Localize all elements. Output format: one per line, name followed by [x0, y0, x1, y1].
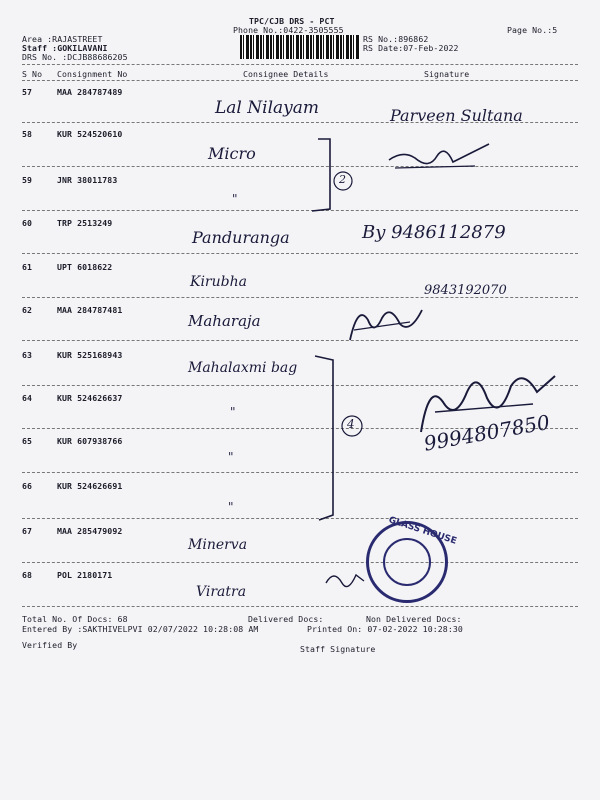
row-signature-handwritten: By 9486112879: [362, 222, 506, 243]
row-sno: 64: [22, 393, 33, 403]
bracket-group-b: [305, 350, 375, 525]
barcode: [240, 35, 360, 59]
row-consignee-ditto: ": [232, 192, 238, 206]
row-consignee-handwritten: Micro: [208, 144, 256, 163]
phone-number: Phone No.:0422-3505555: [233, 25, 344, 35]
row-sno: 66: [22, 481, 33, 491]
bracket-group-a: [300, 135, 360, 215]
row-consignment: MAA 285479092: [57, 526, 123, 536]
signature-scribble: [415, 362, 560, 442]
col-signature: Signature: [424, 69, 470, 79]
verified-by: Verified By: [22, 640, 78, 650]
rs-number: RS No.:896862: [363, 34, 429, 44]
row-sno: 68: [22, 570, 33, 580]
row-signature-handwritten: 9994807850: [422, 409, 552, 456]
row-sno: 67: [22, 526, 33, 536]
row-divider: [22, 518, 578, 519]
row-divider: [22, 472, 578, 473]
signature-scribble: [385, 140, 495, 180]
area-label: Area :RAJASTREET: [22, 34, 103, 44]
printed-on: Printed On: 07-02-2022 10:28:30: [307, 624, 463, 634]
document-title: TPC/CJB DRS - PCT: [249, 16, 335, 26]
signature-scribble: [322, 565, 367, 595]
staff-label: Staff :GOKILAVANI: [22, 43, 108, 53]
row-consignment: UPT 6018622: [57, 262, 113, 272]
row-sno: 63: [22, 350, 33, 360]
columns-divider: [22, 80, 578, 81]
row-consignee-ditto: ": [230, 405, 236, 419]
row-divider: [22, 297, 578, 298]
group-b-count: 4: [347, 417, 355, 431]
company-stamp: [366, 515, 458, 603]
row-consignment: JNR 38011783: [57, 175, 118, 185]
row-sno: 59: [22, 175, 33, 185]
row-consignment: POL 2180171: [57, 570, 113, 580]
row-sno: 60: [22, 218, 33, 228]
row-consignee-handwritten: Panduranga: [192, 228, 290, 247]
staff-signature-label: Staff Signature: [300, 644, 376, 654]
table-bottom-divider: [22, 606, 578, 607]
row-consignee-handwritten: Minerva: [188, 537, 248, 553]
col-consignment: Consignment No: [57, 69, 128, 79]
row-consignment: KUR 525168943: [57, 350, 123, 360]
row-consignee-ditto: ": [228, 450, 234, 464]
row-divider: [22, 253, 578, 254]
row-consignment: KUR 524520610: [57, 129, 123, 139]
row-sno: 62: [22, 305, 33, 315]
row-sno: 61: [22, 262, 33, 272]
row-sno: 57: [22, 87, 33, 97]
stamp-text: GLASS HOUSE: [387, 515, 458, 547]
group-a-count: 2: [339, 173, 346, 186]
row-sno: 58: [22, 129, 33, 139]
row-consignee-handwritten: Maharaja: [188, 312, 261, 330]
row-consignee-handwritten: Lal Nilayam: [215, 98, 320, 118]
col-consignee: Consignee Details: [243, 69, 329, 79]
total-docs: Total No. Of Docs: 68: [22, 614, 128, 624]
row-consignment: KUR 607938766: [57, 436, 123, 446]
row-consignee-handwritten: Kirubha: [190, 274, 247, 290]
row-divider: [22, 562, 578, 563]
row-consignment: KUR 524626637: [57, 393, 123, 403]
delivered-docs: Delivered Docs:: [248, 614, 324, 624]
page-number: Page No.:5: [507, 25, 558, 35]
row-sno: 65: [22, 436, 33, 446]
header-divider: [22, 64, 578, 65]
signature-scribble: [340, 300, 430, 350]
row-consignment: MAA 284787489: [57, 87, 123, 97]
col-sno: S No: [22, 69, 43, 79]
entered-by: Entered By :SAKTHIVELPVI 02/07/2022 10:28:08 AM: [22, 624, 259, 634]
rs-date: RS Date:07-Feb-2022: [363, 43, 459, 53]
row-consignment: TRP 2513249: [57, 218, 113, 228]
row-consignment: MAA 284787481: [57, 305, 123, 315]
row-signature-handwritten: Parveen Sultana: [390, 106, 523, 125]
row-divider: [22, 122, 578, 123]
row-consignee-handwritten: Viratra: [196, 584, 247, 600]
row-signature-handwritten: 9843192070: [424, 283, 507, 298]
row-consignment: KUR 524626691: [57, 481, 123, 491]
row-consignee-handwritten: Mahalaxmi bag: [188, 360, 298, 376]
row-consignee-ditto: ": [228, 500, 234, 514]
row-divider: [22, 340, 578, 341]
non-delivered-docs: Non Delivered Docs:: [366, 614, 462, 624]
drs-number: DRS No. :DCJB88686205: [22, 52, 128, 62]
